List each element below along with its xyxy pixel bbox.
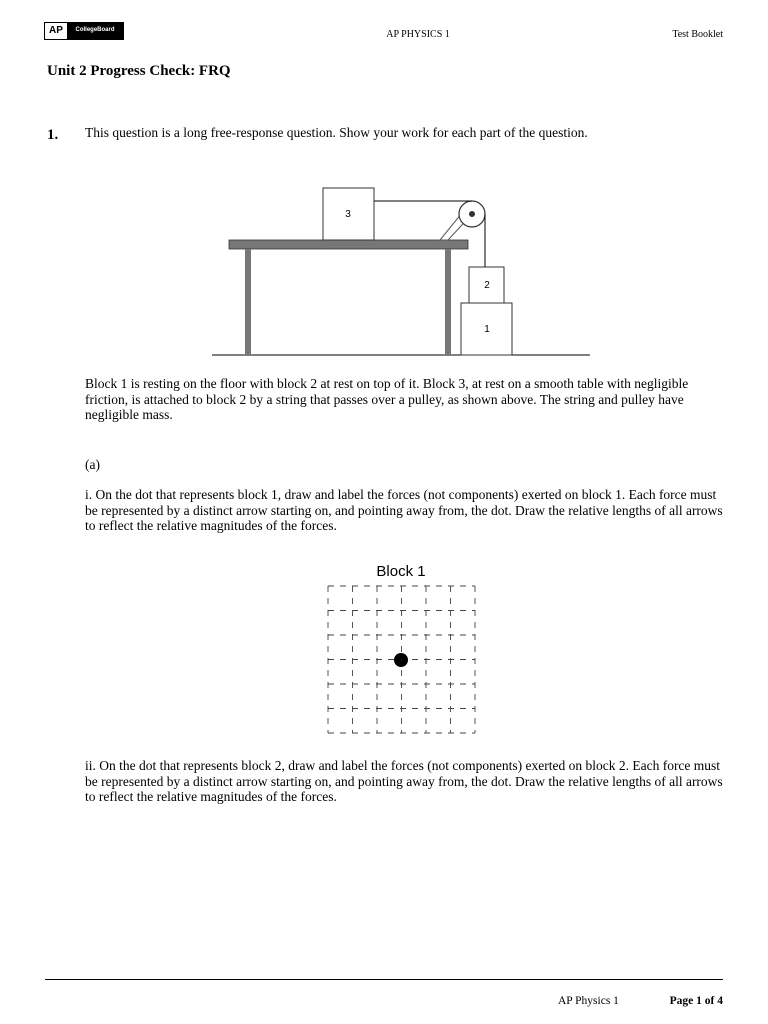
- footer-page-number: Page 1 of 4: [669, 995, 723, 1007]
- footer-divider: [45, 979, 723, 980]
- block-1-force-grid[interactable]: [310, 556, 490, 742]
- part-a-ii-text: ii. On the dot that represents block 2, draw and label the forces (not components) exerted on block 2. Each force must be represented by a distinct arrow starting on, and pointing away from, the dot. Draw the relative lengths of all arrows to reflect the relative magnitudes of the forces.: [85, 758, 723, 804]
- part-a-label: (a): [85, 457, 100, 472]
- logo-ap-text: AP: [45, 23, 67, 39]
- header-subject: AP PHYSICS 1: [386, 29, 450, 40]
- page-title: Unit 2 Progress Check: FRQ: [47, 63, 231, 79]
- grid-title: Block 1: [376, 563, 426, 580]
- question-number: 1.: [47, 127, 59, 143]
- table-leg-right: [445, 249, 451, 355]
- question-intro: This question is a long free-response question. Show your work for each part of the question.: [85, 125, 588, 140]
- pulley-axle: [469, 211, 475, 217]
- table-leg-left: [245, 249, 251, 355]
- table-top: [229, 240, 468, 249]
- logo-collegeboard-text: CollegeBoard: [67, 23, 123, 39]
- block-2-label: 2: [484, 280, 490, 291]
- footer-course: AP Physics 1: [558, 995, 619, 1007]
- block-1-label: 1: [484, 324, 490, 335]
- block-3-label: 3: [345, 209, 351, 220]
- block-1-dot[interactable]: [394, 653, 408, 667]
- header-booklet: Test Booklet: [672, 29, 723, 40]
- part-a-i-text: i. On the dot that represents block 1, draw and label the forces (not components) exerted on block 1. Each force must be represented by a distinct arrow starting on, and pointing away from, the dot. Draw the relative lengths of all arrows to reflect the relative magnitudes of the forces.: [85, 487, 723, 533]
- problem-description: Block 1 is resting on the floor with block 2 at rest on top of it. Block 3, at rest on a smooth table with negligible friction, is attached to block 2 by a string that passes over a pulley, as shown above. The string and pulley have negligible mass.: [85, 376, 689, 422]
